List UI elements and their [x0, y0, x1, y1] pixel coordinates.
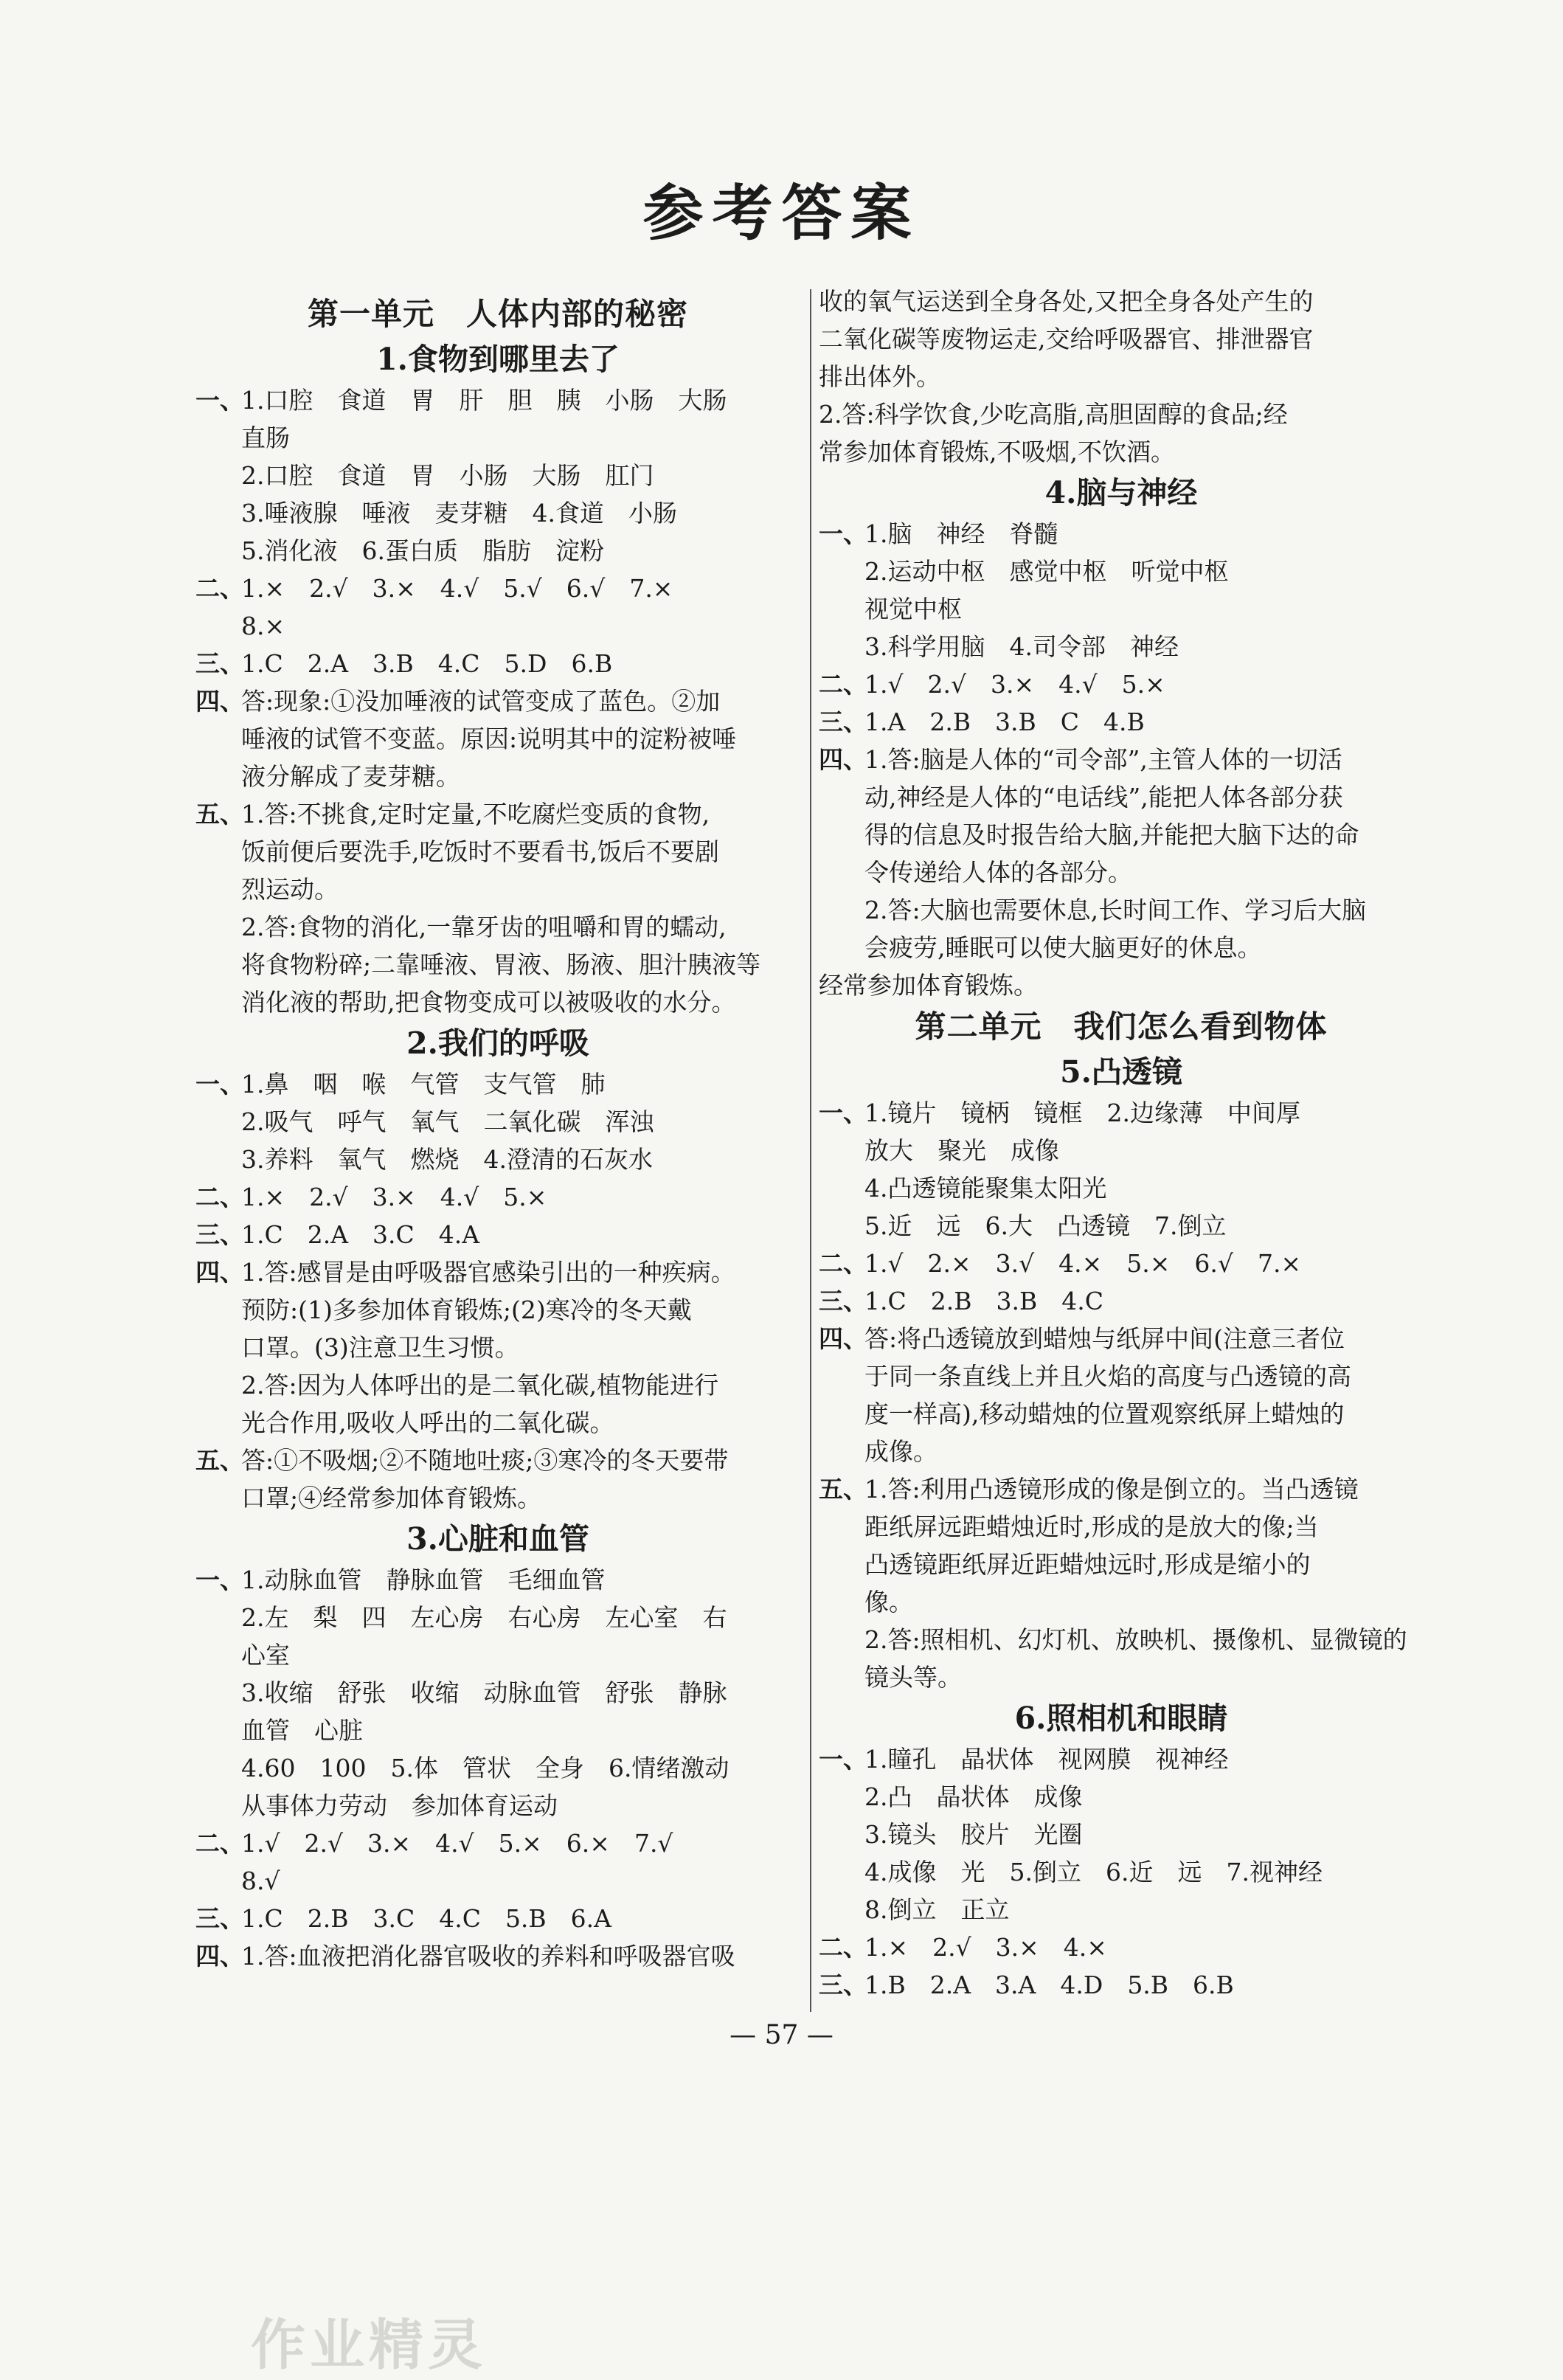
answer-line: 经常参加体育锻炼。 [819, 971, 1038, 1000]
answer-line: 2.答:科学饮食,少吃高脂,高胆固醇的食品;经 [819, 400, 1288, 429]
answer-entry [819, 1966, 1424, 2004]
answer-entry [195, 1442, 800, 1479]
answer-line: 动,神经是人体的“电话线”,能把人体各部分获 [864, 783, 1343, 812]
question-number: 四、 [195, 1258, 244, 1287]
answer-entry [819, 741, 1424, 778]
answer-line: 视觉中枢 [864, 595, 962, 623]
answer-line: 1.答:不挑食,定时定量,不吃腐烂变质的食物, [241, 800, 710, 828]
answer-line: 液分解成了麦芽糖。 [241, 762, 460, 791]
question-number: 四、 [195, 1942, 244, 1971]
answer-entry [195, 682, 800, 720]
answer-line: 3.科学用脑 4.司令部 神经 [864, 632, 1179, 661]
answer-line: 3.养料 氧气 燃烧 4.澄清的石灰水 [241, 1145, 653, 1174]
lesson-title: 5.凸透镜 [1060, 1054, 1182, 1090]
question-number: 三、 [819, 1287, 867, 1315]
answer-line: 2.答:食物的消化,一靠牙齿的咀嚼和胃的蠕动, [241, 913, 727, 941]
lesson-answers [819, 1740, 1424, 2004]
question-number: 四、 [195, 687, 244, 716]
answer-line: 唾液的试管不变蓝。原因:说明其中的淀粉被唾 [241, 724, 737, 753]
answer-entry [819, 1245, 1424, 1282]
answer-line: 2.答:大脑也需要休息,长时间工作、学习后大脑 [864, 896, 1367, 924]
answer-line: 5.消化液 6.蛋白质 脂肪 淀粉 [241, 536, 604, 565]
lesson-title: 4.脑与神经 [1044, 475, 1198, 511]
answer-line: 1.C 2.B 3.B 4.C [864, 1287, 1103, 1315]
answer-line: 1.答:感冒是由呼吸器官感染引出的一种疾病。 [241, 1258, 735, 1287]
answer-line: 答:现象:①没加唾液的试管变成了蓝色。②加 [241, 687, 721, 716]
unit-title: 第一单元 人体内部的秘密 [307, 296, 688, 332]
answer-line: 距纸屏远距蜡烛近时,形成的是放大的像;当 [864, 1512, 1319, 1541]
question-number: 二、 [819, 1249, 867, 1278]
lesson-answers [195, 1065, 800, 1517]
answer-line: 1.× 2.√ 3.× 4.× [864, 1933, 1107, 1962]
page-title: 参考答案 [642, 178, 921, 249]
question-number: 四、 [819, 1324, 867, 1353]
answer-line: 直肠 [241, 423, 290, 452]
answer-line: 二氧化碳等废物运走,交给呼吸器官、排泄器官 [819, 325, 1314, 353]
question-number: 一、 [195, 386, 244, 415]
unit-title: 第二单元 我们怎么看到物体 [915, 1009, 1328, 1045]
answer-line: 2.答:照相机、幻灯机、放映机、摄像机、显微镜的 [864, 1625, 1407, 1654]
answer-line: 1.口腔 食道 胃 肝 胆 胰 小肠 大肠 [241, 386, 727, 415]
answer-line: 心室 [241, 1641, 290, 1670]
answer-line: 收的氧气运送到全身各处,又把全身各处产生的 [819, 287, 1314, 316]
answer-line: 4.60 100 5.体 管状 全身 6.情绪激动 [241, 1754, 729, 1782]
page-number: — 57 — [729, 2020, 834, 2050]
question-number: 一、 [819, 1099, 867, 1127]
answer-line: 放大 聚光 成像 [864, 1136, 1059, 1165]
question-number: 一、 [195, 1070, 244, 1099]
lesson-title: 6.照相机和眼睛 [1014, 1701, 1228, 1736]
answer-entry [819, 1094, 1424, 1132]
answer-line: 2.口腔 食道 胃 小肠 大肠 肛门 [241, 461, 654, 490]
answer-line: 1.B 2.A 3.A 4.D 5.B 6.B [864, 1971, 1234, 1999]
answer-line: 3.收缩 舒张 收缩 动脉血管 舒张 静脉 [241, 1678, 727, 1707]
answer-line: 会疲劳,睡眠可以使大脑更好的休息。 [864, 933, 1262, 962]
answer-entry [195, 795, 800, 833]
answer-line: 2.凸 晶状体 成像 [864, 1782, 1083, 1811]
answer-entry [819, 515, 1424, 553]
answer-line: 1.× 2.√ 3.× 4.√ 5.× [241, 1183, 547, 1211]
question-number: 五、 [195, 1446, 244, 1475]
answer-line: 1.√ 2.√ 3.× 4.√ 5.× [864, 670, 1165, 699]
answer-line: 2.左 梨 四 左心房 右心房 左心室 右 [241, 1603, 727, 1632]
answer-line: 1.答:血液把消化器官吸收的养料和呼吸器官吸 [241, 1942, 735, 1971]
answer-line: 1.瞳孔 晶状体 视网膜 视神经 [864, 1745, 1229, 1774]
question-number: 一、 [195, 1566, 244, 1594]
answer-line: 1.× 2.√ 3.× 4.√ 5.√ 6.√ 7.× [241, 574, 673, 603]
left-column [195, 291, 800, 1975]
answer-line: 从事体力劳动 参加体育运动 [241, 1791, 558, 1820]
answer-entry [195, 1065, 800, 1103]
answer-entry [195, 1216, 800, 1253]
question-number: 五、 [819, 1475, 867, 1504]
answer-line: 消化液的帮助,把食物变成可以被吸收的水分。 [241, 988, 736, 1017]
answer-line: 4.成像 光 5.倒立 6.近 远 7.视神经 [864, 1858, 1323, 1886]
answer-entry [195, 381, 800, 419]
answer-line: 于同一条直线上并且火焰的高度与凸透镜的高 [864, 1362, 1351, 1391]
answer-line: 口罩。(3)注意卫生习惯。 [241, 1333, 519, 1362]
answer-line: 饭前便后要洗手,吃饭时不要看书,饭后不要剧 [241, 837, 719, 866]
answer-line: 1.C 2.A 3.C 4.A [241, 1220, 480, 1249]
question-number: 一、 [819, 519, 867, 548]
answer-entry [195, 1178, 800, 1216]
answer-line: 4.凸透镜能聚集太阳光 [864, 1174, 1107, 1203]
question-number: 一、 [819, 1745, 867, 1774]
answer-entry [195, 1900, 800, 1937]
question-number: 三、 [195, 1220, 244, 1249]
question-number: 二、 [195, 574, 244, 603]
lesson-answers [195, 1561, 800, 1975]
answer-line: 口罩;④经常参加体育锻炼。 [241, 1484, 542, 1512]
watermark: 作业精灵 [251, 2314, 487, 2377]
answer-entry [195, 1824, 800, 1862]
answer-line: 排出体外。 [819, 362, 940, 391]
answer-entry [195, 1937, 800, 1975]
answer-entry [819, 1320, 1424, 1357]
answer-line: 3.镜头 胶片 光圈 [864, 1820, 1083, 1849]
question-number: 四、 [819, 745, 867, 774]
lesson-answers [195, 381, 800, 1021]
answer-entry [819, 665, 1424, 703]
answer-line: 1.A 2.B 3.B C 4.B [864, 708, 1145, 736]
answer-entry [819, 703, 1424, 741]
answer-line: 凸透镜距纸屏近距蜡烛远时,形成是缩小的 [864, 1550, 1311, 1579]
answer-line: 血管 心脏 [241, 1716, 363, 1745]
answer-line: 1.C 2.A 3.B 4.C 5.D 6.B [241, 649, 613, 678]
answer-line: 答:①不吸烟;②不随地吐痰;③寒冷的冬天要带 [241, 1446, 729, 1475]
answer-line: 8.√ [241, 1867, 280, 1895]
question-number: 二、 [195, 1183, 244, 1211]
question-number: 三、 [195, 649, 244, 678]
answer-line: 8.× [241, 612, 285, 640]
answer-entry [195, 570, 800, 607]
answer-line: 镜头等。 [864, 1663, 962, 1692]
answer-entry [195, 645, 800, 682]
answer-line: 成像。 [864, 1437, 938, 1466]
question-number: 二、 [819, 670, 867, 699]
continued-answer [819, 283, 1424, 471]
answer-line: 1.答:利用凸透镜形成的像是倒立的。当凸透镜 [864, 1475, 1359, 1504]
answer-line: 答:将凸透镜放到蜡烛与纸屏中间(注意三者位 [864, 1324, 1345, 1353]
answer-line: 1.√ 2.√ 3.× 4.√ 5.× 6.× 7.√ [241, 1829, 673, 1858]
question-number: 三、 [195, 1904, 244, 1933]
answer-line: 令传递给人体的各部分。 [864, 858, 1132, 887]
question-number: 三、 [819, 708, 867, 736]
answer-line: 烈运动。 [241, 875, 339, 904]
answer-line: 2.吸气 呼气 氧气 二氧化碳 浑浊 [241, 1107, 654, 1136]
answer-line: 2.答:因为人体呼出的是二氧化碳,植物能进行 [241, 1371, 719, 1400]
answer-line: 将食物粉碎;二靠唾液、胃液、肠液、胆汁胰液等 [241, 950, 761, 979]
question-number: 二、 [819, 1933, 867, 1962]
answer-line: 常参加体育锻炼,不吸烟,不饮酒。 [819, 437, 1175, 466]
answer-line: 8.倒立 正立 [864, 1895, 1010, 1924]
question-number: 五、 [195, 800, 244, 828]
lesson-title: 3.心脏和血管 [406, 1521, 589, 1557]
answer-line: 1.鼻 咽 喉 气管 支气管 肺 [241, 1070, 606, 1099]
question-number: 二、 [195, 1829, 244, 1858]
lesson-answers [819, 1094, 1424, 1696]
answer-line: 度一样高),移动蜡烛的位置观察纸屏上蜡烛的 [864, 1400, 1345, 1428]
column-divider [810, 289, 811, 2012]
lesson-answers [819, 515, 1424, 966]
answer-entry [819, 1470, 1424, 1508]
answer-line: 1.镜片 镜柄 镜框 2.边缘薄 中间厚 [864, 1099, 1300, 1127]
answer-line: 1.动脉血管 静脉血管 毛细血管 [241, 1566, 606, 1594]
answer-entry [819, 1740, 1424, 1778]
answer-line: 1.√ 2.× 3.√ 4.× 5.× 6.√ 7.× [864, 1249, 1302, 1278]
answer-line: 1.脑 神经 脊髓 [864, 519, 1058, 548]
answer-line: 预防:(1)多参加体育锻炼;(2)寒冷的冬天戴 [241, 1295, 692, 1324]
answer-line: 3.唾液腺 唾液 麦芽糖 4.食道 小肠 [241, 499, 677, 527]
answer-line: 2.运动中枢 感觉中枢 听觉中枢 [864, 557, 1229, 586]
answer-line: 光合作用,吸收人呼出的二氧化碳。 [241, 1408, 614, 1437]
answer-line: 像。 [864, 1588, 913, 1616]
answer-line: 5.近 远 6.大 凸透镜 7.倒立 [864, 1211, 1227, 1240]
answer-line: 得的信息及时报告给大脑,并能把大脑下达的命 [864, 820, 1359, 849]
question-number: 三、 [819, 1971, 867, 1999]
answer-entry [195, 1561, 800, 1599]
lesson-title: 2.我们的呼吸 [406, 1025, 589, 1061]
lesson-title: 1.食物到哪里去了 [376, 342, 620, 377]
answer-line: 1.答:脑是人体的“司令部”,主管人体的一切活 [864, 745, 1342, 774]
answer-line: 1.C 2.B 3.C 4.C 5.B 6.A [241, 1904, 611, 1933]
answer-entry [819, 1282, 1424, 1320]
answer-entry [195, 1253, 800, 1291]
answer-entry [819, 1928, 1424, 1966]
right-column [819, 283, 1424, 2004]
